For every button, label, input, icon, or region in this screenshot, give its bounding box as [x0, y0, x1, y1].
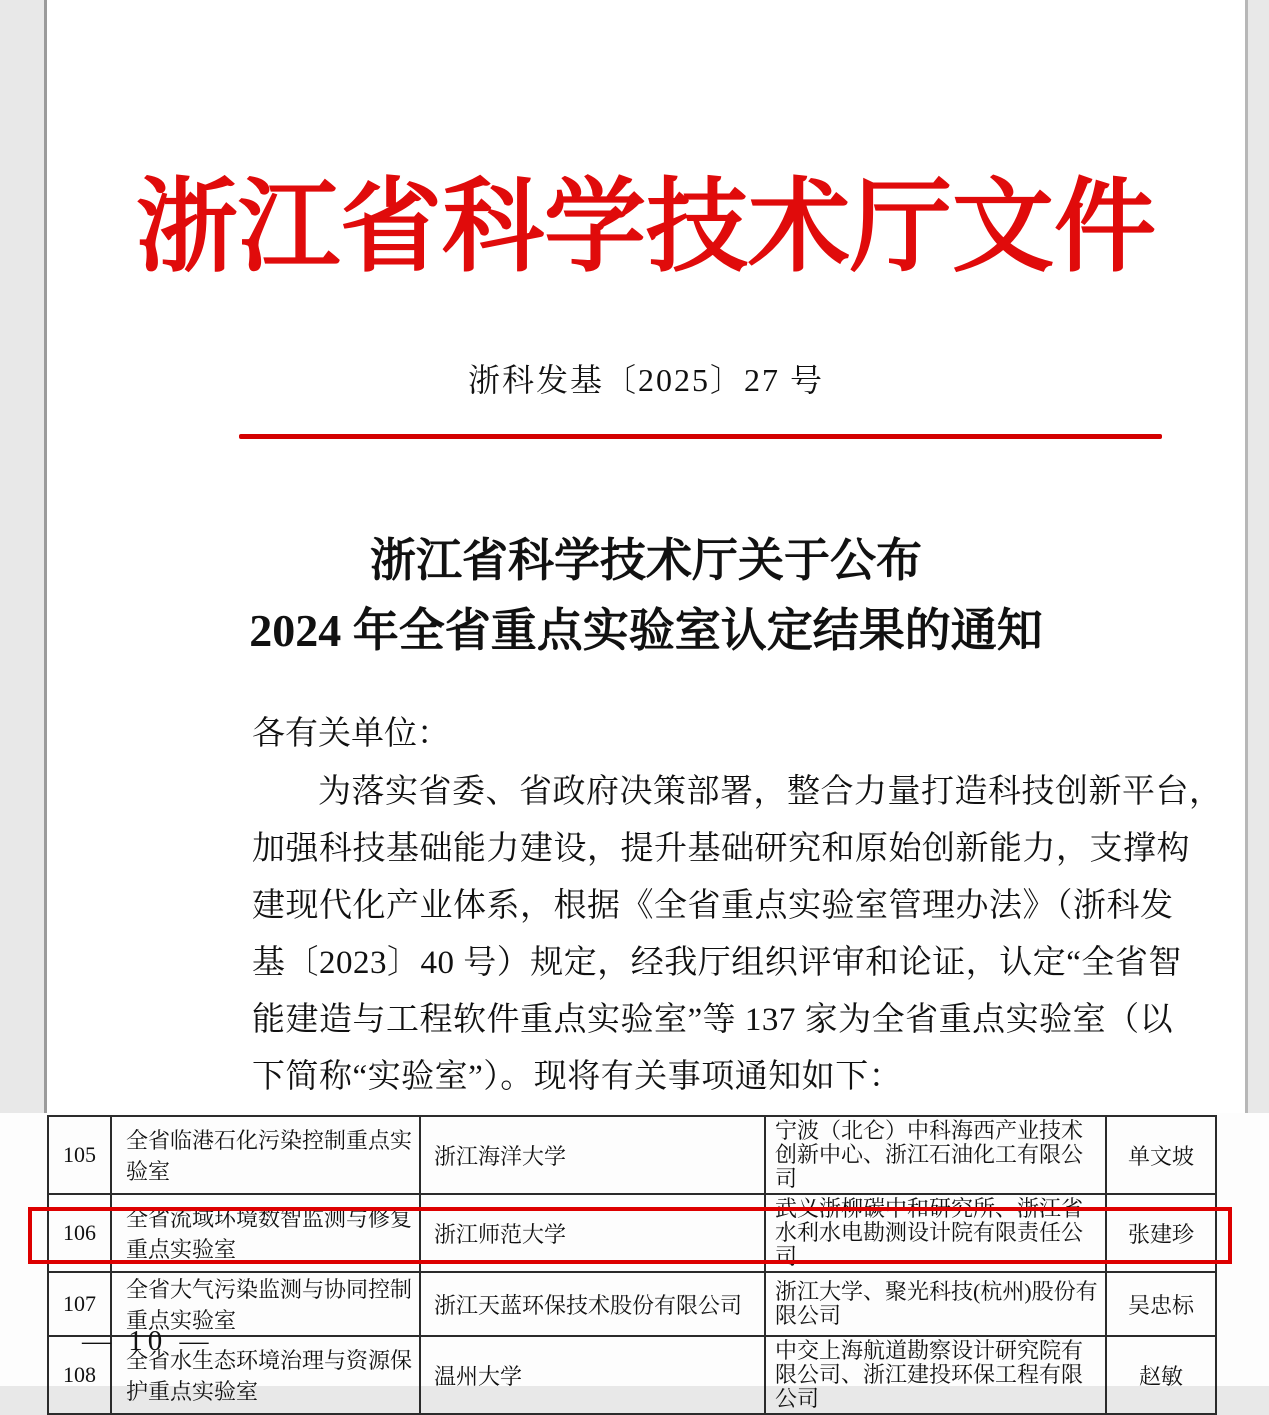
cell-director-name: 吴忠标	[1106, 1272, 1216, 1336]
notice-title-line-2: 2024 年全省重点实验室认定结果的通知	[249, 605, 1043, 656]
cell-lab-name: 全省临港石化污染控制重点实验室	[111, 1116, 420, 1194]
page-number: — 10 —	[82, 1325, 214, 1357]
body-paragraph	[252, 764, 1223, 1106]
cell-row-number: 108	[48, 1336, 111, 1414]
table-row-108	[48, 1336, 1216, 1414]
salutation: 各有关单位：	[252, 716, 450, 752]
body-line-2: 加强科技基础能力建设，提升基础研究和原始创新能力，支撑构	[252, 831, 1190, 867]
table-row-107-highlighted	[48, 1272, 1216, 1336]
cell-lab-name: 全省大气污染监测与协同控制重点实验室	[111, 1272, 420, 1336]
notice-title-line-1: 浙江省科学技术厅关于公布	[370, 535, 922, 586]
table-section	[0, 1113, 1269, 1411]
table-row-105	[48, 1116, 1216, 1194]
cell-host-unit: 浙江天蓝环保技术股份有限公司	[420, 1272, 765, 1336]
document-page	[44, 0, 1248, 1113]
body-line-1: 为落实省委、省政府决策部署，整合力量打造科技创新平台，	[318, 774, 1223, 810]
document-number: 浙科发基〔2025〕27 号	[467, 362, 824, 398]
cell-partner-units: 武义浙柳碳中和研究所、浙江省水利水电勘测设计院有限责任公司	[765, 1194, 1106, 1272]
cell-row-number: 106	[48, 1194, 111, 1272]
cell-director-name: 张建珍	[1106, 1194, 1216, 1272]
body-line-6: 下简称“实验室”）。现将有关事项通知如下：	[252, 1059, 903, 1095]
cell-partner-units: 浙江大学、聚光科技(杭州)股份有限公司	[765, 1272, 1106, 1336]
results-table-body	[48, 1116, 1216, 1414]
cell-host-unit: 温州大学	[420, 1336, 765, 1414]
red-divider-rule	[239, 434, 1162, 439]
cell-director-name: 单文坡	[1106, 1116, 1216, 1194]
table-wrap	[0, 1113, 1269, 1411]
cell-partner-units: 宁波（北仑）中科海西产业技术创新中心、浙江石油化工有限公司	[765, 1116, 1106, 1194]
cell-host-unit: 浙江师范大学	[420, 1194, 765, 1272]
cell-row-number: 105	[48, 1116, 111, 1194]
document-header-title: 浙江省科学技术厅文件	[136, 172, 1156, 285]
cell-director-name: 赵敏	[1106, 1336, 1216, 1414]
body-text-block	[252, 704, 1223, 1106]
highlight-box-row-107	[28, 1207, 1232, 1264]
body-line-5: 能建造与工程软件重点实验室”等 137 家为全省重点实验室（以	[252, 1002, 1174, 1038]
notice-title	[47, 526, 1245, 666]
results-table	[47, 1115, 1217, 1415]
body-line-4: 基〔2023〕40 号）规定，经我厅组织评审和论证，认定“全省智	[252, 945, 1182, 981]
cell-lab-name: 全省流域环境数智监测与修复重点实验室	[111, 1194, 420, 1272]
cell-host-unit: 浙江海洋大学	[420, 1116, 765, 1194]
cell-row-number: 107	[48, 1272, 111, 1336]
body-line-3: 建现代化产业体系，根据《全省重点实验室管理办法》（浙科发	[252, 888, 1174, 924]
cell-lab-name: 全省水生态环境治理与资源保护重点实验室	[111, 1336, 420, 1414]
cell-partner-units: 中交上海航道勘察设计研究院有限公司、浙江建投环保工程有限公司	[765, 1336, 1106, 1414]
